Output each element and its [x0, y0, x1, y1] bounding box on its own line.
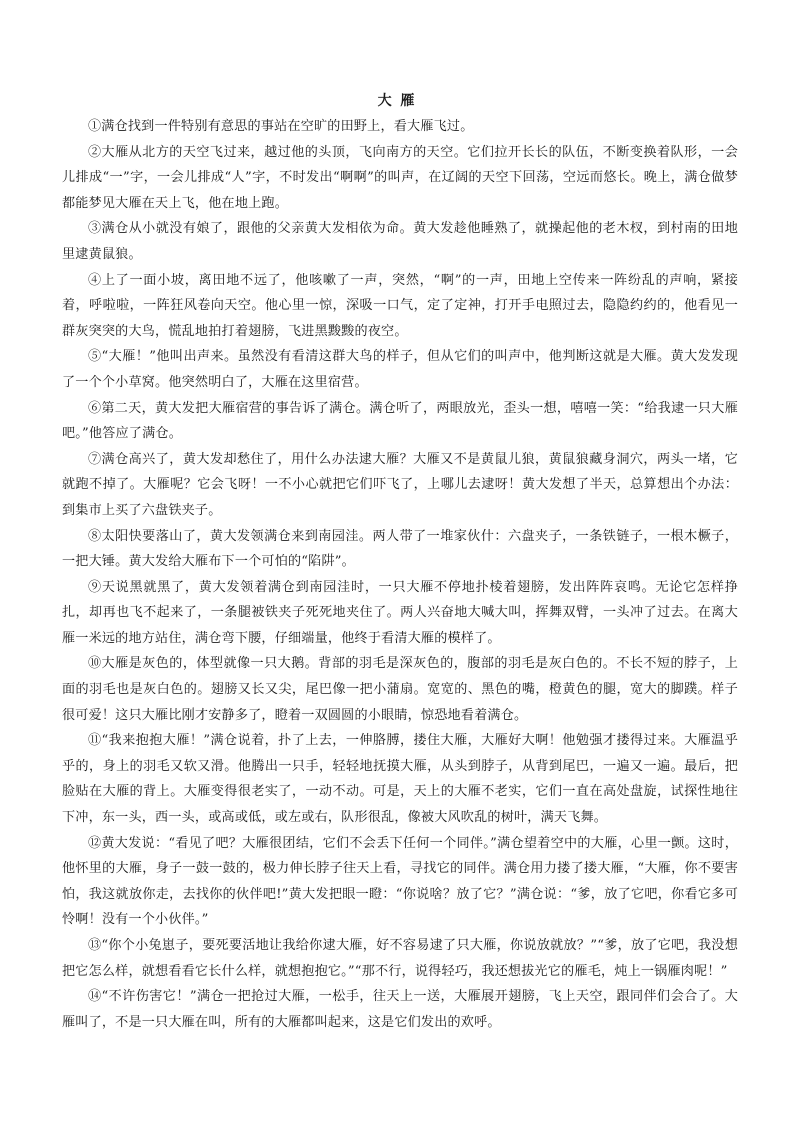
paragraph-3: ③满仓从小就没有娘了，跟他的父亲黄大发相依为命。黄大发趁他睡熟了，就操起他的老木杈，到村南的田地里逮黄鼠狼。 — [62, 221, 738, 262]
paragraph-4: ④上了一面小坡，离田地不远了，他咳嗽了一声，突然，“啊”的一声，田地上空传来一阵纷乱的声响，紧接着，呼啦啦，一阵狂风卷向天空。他心里一惊，深吸一口气，定了定神，打开手电照过去，隐隐约约的，他看见一群灰突突的大鸟，慌乱地拍打着翅膀，飞进黑黢黢的夜空。 — [62, 272, 738, 339]
paragraph-7: ⑦满仓高兴了，黄大发却愁住了，用什么办法逮大雁？大雁又不是黄鼠儿狼，黄鼠狼藏身洞穴，两头一堵，它就跑不掉了。大雁呢？它会飞呀！一不小心就把它们吓飞了，上哪儿去逮呀！黄大发想了半天，总算想出个办法：到集市上买了六盘铁夹子。 — [62, 451, 738, 518]
paragraph-14: ⑭“不许伤害它！”满仓一把抢过大雁，一松手，往天上一送，大雁展开翅膀，飞上天空，跟同伴们会合了。大雁叫了，不是一只大雁在叫，所有的大雁都叫起来，这是它们发出的欢呼。 — [62, 989, 738, 1030]
paragraph-9: ⑨天说黑就黑了，黄大发领着满仓到南园洼时，一只大雁不停地扑棱着翅膀，发出阵阵哀鸣。无论它怎样挣扎，却再也飞不起来了，一条腿被铁夹子死死地夹住了。两人兴奋地大喊大叫，挥舞双臂，一头冲了过去。在离大雁一米远的地方站住，满仓弯下腰，仔细端量，他终于看清大雁的模样了。 — [62, 579, 738, 646]
article-body — [62, 114, 738, 1035]
paragraph-5: ⑤“大雁！”他叫出声来。虽然没有看清这群大鸟的样子，但从它们的叫声中，他判断这就是大雁。黄大发发现了一个个小草窝。他突然明白了，大雁在这里宿营。 — [62, 349, 738, 390]
article-title: 大 雁 — [377, 93, 417, 109]
paragraph-6: ⑥第二天，黄大发把大雁宿营的事告诉了满仓。满仓听了，两眼放光，歪头一想，嘻嘻一笑：“给我逮一只大雁吧。”他答应了满仓。 — [62, 400, 738, 442]
paragraph-1: ①满仓找到一件特别有意思的事站在空旷的田野上，看大雁飞过。 — [88, 119, 474, 134]
paragraph-10: ⑩大雁是灰色的，体型就像一只大鹅。背部的羽毛是深灰色的，腹部的羽毛是灰白色的。不长不短的脖子，上面的羽毛也是灰白色的。翅膀又长又尖，尾巴像一把小蒲扇。宽宽的、黑色的嘴，橙黄色的腿，宽大的脚蹼。样子很可爱！这只大雁比刚才安静多了，瞪着一双圆圆的小眼睛，惊恐地看着满仓。 — [62, 656, 738, 723]
paragraph-2: ②大雁从北方的天空飞过来，越过他的头顶，飞向南方的天空。它们拉开长长的队伍，不断变换着队形，一会儿排成“一”字，一会儿排成“人”字，不时发出“啊啊”的叫声，在辽阔的天空下回荡，空远而悠长。晚上，满仓做梦都能梦见大雁在天上飞，他在地上跑。 — [62, 144, 738, 211]
paragraph-12: ⑫黄大发说：“看见了吧？大雁很团结，它们不会丢下任何一个同伴。”满仓望着空中的大雁，心里一颤。这时，他怀里的大雁，身子一鼓一鼓的，极力伸长脖子往天上看，寻找它的同伴。满仓用力搂了搂大雁，“大雁，你不要害怕，我这就放你走，去找你的伙伴吧!”黄大发把眼一瞪：“你说啥？放了它？”满仓说：“爹，放了它吧，你看它多可怜啊！没有一个小伙伴。” — [62, 835, 738, 928]
paragraph-11: ⑪“我来抱抱大雁！”满仓说着，扑了上去，一伸胳膊，搂住大雁，大雁好大啊！他勉强才搂得过来。大雁温乎乎的，身上的羽毛又软又滑。他腾出一只手，轻轻地抚摸大雁，从头到脖子，从背到尾巴，一遍又一遍。最后，把脸贴在大雁的背上。大雁变得很老实了，一动不动。可是，天上的大雁不老实，它们一直在高处盘旋，试探性地往下冲，东一头，西一头，或高或低，或左或右，队形很乱，像被大风吹乱的树叶，满天飞舞。 — [62, 733, 738, 826]
paragraph-13: ⑬“你个小兔崽子，要死要活地让我给你逮大雁，好不容易逮了只大雁，你说放就放？”“爹，放了它吧，我没想把它怎么样，就想看看它长什么样，就想抱抱它。”“那不行，说得轻巧，我还想拔光它的雁毛，炖上一锅雁肉呢！” — [62, 938, 738, 979]
paragraph-8: ⑧太阳快要落山了，黄大发领满仓来到南园洼。两人带了一堆家伙什：六盘夹子，一条铁链子，一根木橛子，一把大锤。黄大发给大雁布下一个可怕的“陷阱”。 — [62, 528, 738, 570]
